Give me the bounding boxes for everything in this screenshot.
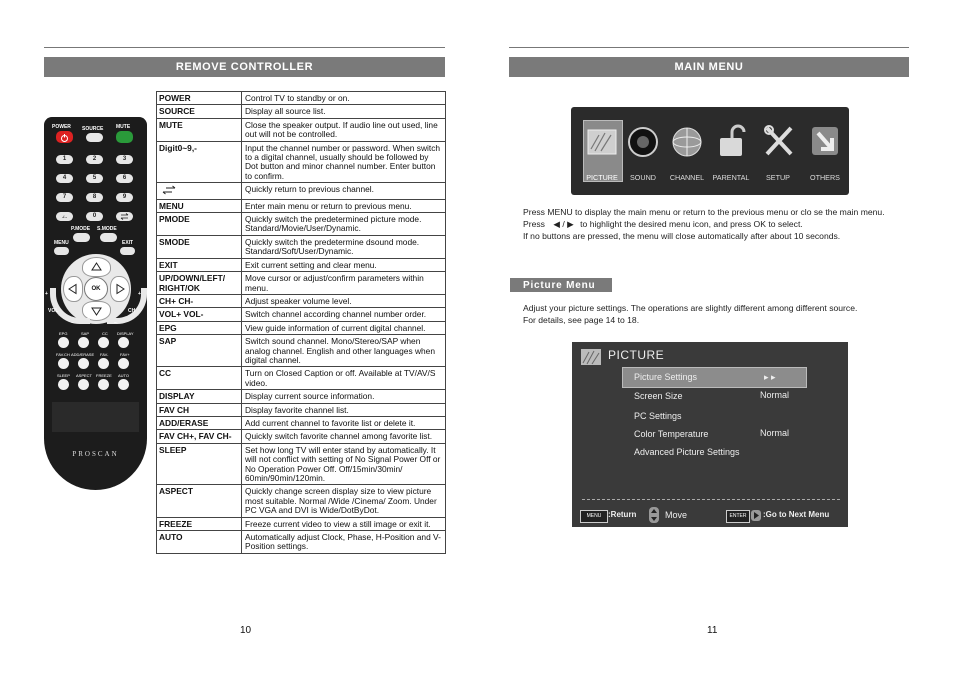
osd-move-label: Move <box>665 510 688 520</box>
row-key: MUTE <box>157 118 242 141</box>
osd-title: PICTURE <box>608 348 665 362</box>
menu-item-sound[interactable]: SOUND <box>630 173 656 182</box>
table-row <box>157 199 446 212</box>
intro-highlight-text: to highlight the desired menu icon, and press OK to select. <box>580 219 803 229</box>
table-row <box>157 416 446 429</box>
table-row <box>157 118 446 141</box>
auto-button[interactable] <box>118 379 129 390</box>
main-menu-intro-line1: Press MENU to display the main menu or return to the previous menu or clo se the main menu. <box>523 207 885 217</box>
digit-4-button[interactable]: 4 <box>56 174 73 183</box>
freeze-label: FREEZE <box>96 373 112 378</box>
picture-intro-line1: Adjust your picture settings. The operations are slightly different among different source. <box>523 303 858 313</box>
picture-menu-heading: Picture Menu <box>510 278 612 292</box>
table-row <box>157 308 446 321</box>
osd-divider <box>582 499 840 500</box>
smode-label: S.MODE <box>97 226 117 232</box>
picture-icon <box>587 129 617 155</box>
table-row <box>157 258 446 271</box>
favplus-label: FAV+ <box>120 352 130 357</box>
digit-7-button[interactable]: 7 <box>56 193 73 202</box>
osd-item-screen-size[interactable]: Screen Size <box>634 391 683 401</box>
remote-function-table <box>156 91 446 554</box>
up-arrow-icon <box>83 258 110 276</box>
ch-plus: + <box>138 291 141 297</box>
row-key: MENU <box>157 199 242 212</box>
row-description: Switch channel according channel number order. <box>242 308 446 321</box>
osd-return-label: :Return <box>608 510 637 519</box>
main-menu-intro-line2 <box>523 218 803 231</box>
row-key: ADD/ERASE <box>157 416 242 429</box>
row-key: Digit0~9,- <box>157 141 242 183</box>
source-button[interactable] <box>86 133 103 142</box>
digit-2-button[interactable]: 2 <box>86 155 103 164</box>
adderase-label: ADD/ERASE <box>71 352 95 357</box>
vol-plus: + <box>45 291 48 297</box>
display-label: DISPLAY <box>117 331 134 336</box>
intro-press: Press <box>523 219 545 229</box>
table-row <box>157 531 446 554</box>
favch-label: FAV.CH <box>56 352 70 357</box>
favch-button[interactable] <box>58 358 69 369</box>
row-key: ASPECT <box>157 485 242 517</box>
digit-1-button[interactable]: 1 <box>56 155 73 164</box>
digit-9-button[interactable]: 9 <box>116 193 133 202</box>
row-description: Quickly switch the predetermined picture mode. Standard/Movie/User/Dynamic. <box>242 213 446 236</box>
table-row <box>157 213 446 236</box>
favminus-label: FAV- <box>100 352 109 357</box>
table-row <box>157 443 446 485</box>
brand-logo: PROSCAN <box>72 450 119 458</box>
row-key: CC <box>157 367 242 390</box>
menu-button[interactable] <box>54 247 69 255</box>
aspect-label: ASPECT <box>76 373 93 378</box>
table-row <box>157 105 446 118</box>
ch-label: CH <box>128 308 136 314</box>
menu-item-channel[interactable]: CHANNEL <box>669 173 705 182</box>
row-key: SAP <box>157 335 242 367</box>
sap-button[interactable] <box>78 337 89 348</box>
smode-button[interactable] <box>100 233 117 242</box>
page-number-right: 11 <box>707 625 718 636</box>
row-key: VOL+ VOL- <box>157 308 242 321</box>
row-description: Quickly return to previous channel. <box>242 183 446 199</box>
setup-tools-icon <box>763 124 795 158</box>
table-row <box>157 235 446 258</box>
row-key: PMODE <box>157 213 242 236</box>
freeze-button[interactable] <box>98 379 109 390</box>
digit-8-button[interactable]: 8 <box>86 193 103 202</box>
main-menu-screenshot <box>571 107 849 195</box>
adderase-button[interactable] <box>78 358 89 369</box>
exit-label: EXIT <box>122 240 134 246</box>
row-description: Freeze current video to view a still image or exit it. <box>242 517 446 530</box>
row-description: Quickly change screen display size to view picture most suitable. Normal /Wide /Cinema/ Zoom. Under PC VGA and DVI is Wide/DotByDot. <box>242 485 446 517</box>
others-arrow-icon <box>809 124 841 158</box>
row-description: Automatically adjust Clock, Phase, H-Position and V-Position settings. <box>242 531 446 554</box>
menu-item-others[interactable]: OTHERS <box>810 173 840 182</box>
osd-enter-key: ENTER <box>726 510 750 523</box>
row-description: Display all source list. <box>242 105 446 118</box>
pmode-button[interactable] <box>73 233 90 242</box>
digit-6-button[interactable]: 6 <box>116 174 133 183</box>
table-row <box>157 141 446 183</box>
row-description: Quickly switch the predetermine dsound mode. Standard/Soft/User/Dynamic. <box>242 235 446 258</box>
ch-minus: − <box>114 320 117 326</box>
remote-blank-area <box>52 402 139 432</box>
row-key: POWER <box>157 92 242 105</box>
pmode-label: P.MODE <box>71 226 91 232</box>
recall-icon <box>159 185 179 195</box>
row-description: Display current source information. <box>242 390 446 403</box>
picture-menu-screenshot <box>572 342 848 527</box>
row-description: Adjust speaker volume level. <box>242 294 446 307</box>
table-row <box>157 430 446 443</box>
osd-next-label: :Go to Next Menu <box>763 510 830 519</box>
table-row <box>157 272 446 295</box>
osd-menu-key: MENU <box>580 510 608 523</box>
sap-label: SAP <box>81 331 90 336</box>
row-key: FAV CH <box>157 403 242 416</box>
row-description: Move cursor or adjust/confirm parameters within menu. <box>242 272 446 295</box>
mute-button[interactable] <box>116 131 133 143</box>
row-key <box>157 183 242 199</box>
main-menu-intro-line3: If no buttons are pressed, the menu will close automatically after about 10 seconds. <box>523 231 841 241</box>
table-row <box>157 517 446 530</box>
row-description: Control TV to standby or on. <box>242 92 446 105</box>
auto-label: AUTO <box>118 373 130 378</box>
row-description: View guide information of current digital channel. <box>242 321 446 334</box>
vol-label: VOL <box>48 308 59 314</box>
table-row <box>157 367 446 390</box>
row-description: Exit current setting and clear menu. <box>242 258 446 271</box>
ch-rocker[interactable] <box>107 288 147 324</box>
parental-lock-icon <box>717 124 747 158</box>
table-row <box>157 485 446 517</box>
favplus-button[interactable] <box>118 358 129 369</box>
osd-item-arrow: ▸ ▸ <box>764 372 776 382</box>
aspect-button[interactable] <box>78 379 89 390</box>
cc-label: CC <box>102 331 108 336</box>
epg-button[interactable] <box>58 337 69 348</box>
power-label: POWER <box>52 124 71 130</box>
source-label: SOURCE <box>82 126 104 132</box>
menu-label: MENU <box>54 240 69 246</box>
osd-right-icon <box>750 509 762 522</box>
vol-minus: − <box>71 320 74 326</box>
section-title-main-menu: MAIN MENU <box>509 57 909 77</box>
osd-item-picture-settings[interactable]: Picture Settings <box>634 372 698 382</box>
top-rule-right <box>509 47 909 48</box>
power-button[interactable] <box>56 131 73 143</box>
osd-item-advanced[interactable]: Advanced Picture Settings <box>634 447 740 457</box>
remote-control-illustration <box>44 117 147 490</box>
channel-icon <box>671 126 703 158</box>
left-right-arrows-icon: ◀ / ▶ <box>553 219 574 229</box>
picture-intro-line2: For details, see page 14 to 18. <box>523 315 640 325</box>
row-description: Input the channel number or password. When switch to a digital channel, usually should be followed by Dot button and minor channel number. Enter button to confirm. <box>242 141 446 183</box>
display-button[interactable] <box>118 337 129 348</box>
row-key: DISPLAY <box>157 390 242 403</box>
table-row <box>157 294 446 307</box>
row-key: AUTO <box>157 531 242 554</box>
table-row <box>157 335 446 367</box>
dash-button[interactable]: -/-- <box>56 212 73 221</box>
table-row <box>157 92 446 105</box>
row-key: SMODE <box>157 235 242 258</box>
page-number-left: 10 <box>240 625 252 636</box>
row-description: Display favorite channel list. <box>242 403 446 416</box>
osd-value-color-temperature: Normal <box>760 428 790 438</box>
table-row <box>157 321 446 334</box>
row-description: Switch sound channel. Mono/Stereo/SAP when analog channel. English and other languages when digital channel. <box>242 335 446 367</box>
recall-button[interactable] <box>116 212 133 221</box>
row-key: FAV CH+, FAV CH- <box>157 430 242 443</box>
recall-icon <box>116 212 133 221</box>
osd-value-screen-size: Normal <box>760 390 790 400</box>
row-description: Add current channel to favorite list or delete it. <box>242 416 446 429</box>
vol-rocker[interactable] <box>50 288 90 324</box>
exit-button[interactable] <box>120 247 135 255</box>
osd-item-color-temperature[interactable]: Color Temperature <box>634 429 709 439</box>
digit-0-button[interactable]: 0 <box>86 212 103 221</box>
row-key: SOURCE <box>157 105 242 118</box>
row-description: Set how long TV will enter stand by automatically. It will not conflict with setting of No Signal Power Off or No Operation Power Off. Off/15min/30min/ 60min/90min/120min. <box>242 443 446 485</box>
row-key: SLEEP <box>157 443 242 485</box>
row-description: Turn on Closed Caption or off. Available at TV/AV/S video. <box>242 367 446 390</box>
cc-button[interactable] <box>98 337 109 348</box>
row-description: Close the speaker output. If audio line out used, line out will not be controlled. <box>242 118 446 141</box>
epg-label: EPG <box>59 331 68 336</box>
row-description: Quickly switch favorite channel among favorite list. <box>242 430 446 443</box>
osd-updown-icon <box>648 506 660 524</box>
sleep-label: SLEEP <box>57 373 70 378</box>
picture-icon <box>580 348 602 366</box>
section-title-remote: REMOVE CONTROLLER <box>44 57 445 77</box>
table-row <box>157 390 446 403</box>
row-key: EXIT <box>157 258 242 271</box>
power-icon <box>56 132 73 144</box>
menu-item-setup[interactable]: SETUP <box>766 173 790 182</box>
sleep-button[interactable] <box>58 379 69 390</box>
row-description: Enter main menu or return to previous menu. <box>242 199 446 212</box>
osd-item-pc-settings[interactable]: PC Settings <box>634 411 682 421</box>
sound-icon <box>627 126 659 158</box>
row-key: EPG <box>157 321 242 334</box>
mute-label: MUTE <box>116 124 131 130</box>
row-key: CH+ CH- <box>157 294 242 307</box>
top-rule-left <box>44 47 445 48</box>
ok-button[interactable]: OK <box>84 277 108 301</box>
table-row <box>157 183 446 199</box>
favminus-button[interactable] <box>98 358 109 369</box>
table-row <box>157 403 446 416</box>
digit-5-button[interactable]: 5 <box>86 174 103 183</box>
menu-item-picture[interactable]: PICTURE <box>586 173 618 182</box>
row-key: FREEZE <box>157 517 242 530</box>
row-key: UP/DOWN/LEFT/ RIGHT/OK <box>157 272 242 295</box>
menu-item-parental[interactable]: PARENTAL <box>712 173 750 182</box>
up-button[interactable] <box>82 257 111 277</box>
digit-3-button[interactable]: 3 <box>116 155 133 164</box>
